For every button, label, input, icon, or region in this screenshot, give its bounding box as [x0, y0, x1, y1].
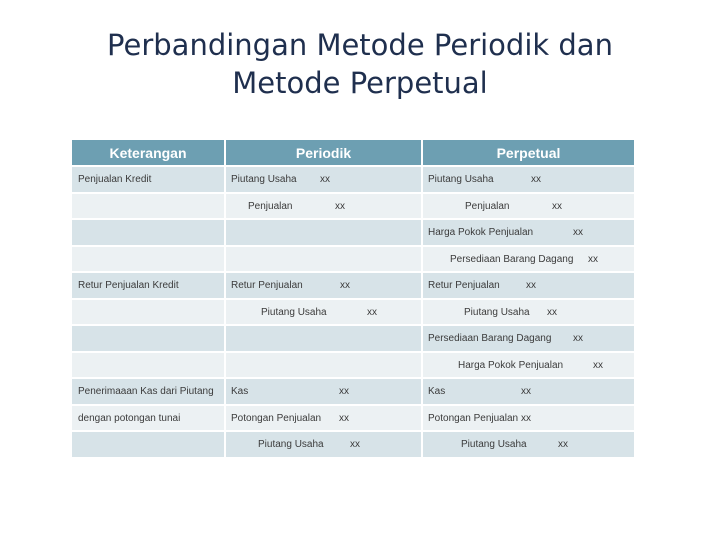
- periodik-account: Piutang Usaha: [258, 439, 324, 450]
- periodik-amount: xx: [340, 280, 350, 291]
- keterangan-text: Retur Penjualan Kredit: [78, 280, 179, 291]
- cell-keterangan: [72, 378, 225, 405]
- cell-keterangan: [72, 246, 225, 273]
- cell-perpetual: [422, 272, 634, 299]
- cell-perpetual: [422, 405, 634, 432]
- cell-periodik: [225, 193, 422, 220]
- perpetual-amount: xx: [573, 227, 583, 238]
- cell-keterangan: [72, 219, 225, 246]
- table-row: [72, 246, 634, 273]
- periodik-account: Piutang Usaha: [231, 174, 297, 185]
- perpetual-amount: xx: [531, 174, 541, 185]
- keterangan-text: Penjualan Kredit: [78, 174, 152, 185]
- cell-keterangan: [72, 431, 225, 457]
- slide-title: [0, 26, 720, 102]
- perpetual-amount: xx: [547, 306, 557, 318]
- header-keterangan: Keterangan: [72, 140, 225, 166]
- cell-periodik: [225, 352, 422, 379]
- cell-perpetual: [422, 378, 634, 405]
- table-row: [72, 272, 634, 299]
- cell-periodik: [225, 325, 422, 352]
- cell-periodik: [225, 246, 422, 273]
- cell-perpetual: [422, 246, 634, 273]
- periodik-account: Kas: [231, 386, 249, 397]
- cell-keterangan: [72, 166, 225, 193]
- table-header-row: [72, 140, 634, 166]
- perpetual-account: Harga Pokok Penjualan: [428, 227, 534, 238]
- comparison-table: [72, 140, 634, 457]
- perpetual-amount: xx: [573, 333, 583, 344]
- perpetual-amount: xx: [593, 359, 603, 371]
- title-line-2: Metode Perpetual: [232, 66, 488, 100]
- periodik-account: Penjualan: [248, 200, 293, 212]
- periodik-amount: xx: [335, 200, 345, 212]
- periodik-account: Potongan Penjualan: [231, 412, 322, 424]
- perpetual-amount: xx: [558, 439, 568, 450]
- perpetual-account: Potongan Penjualan: [428, 412, 519, 424]
- perpetual-account: Penjualan: [465, 200, 510, 212]
- perpetual-account: Piutang Usaha: [464, 306, 530, 318]
- cell-perpetual: [422, 431, 634, 457]
- periodik-amount: xx: [339, 386, 349, 397]
- cell-periodik: [225, 166, 422, 193]
- perpetual-account: Persediaan Barang Dagang: [450, 253, 574, 265]
- cell-keterangan: [72, 352, 225, 379]
- cell-periodik: [225, 272, 422, 299]
- cell-perpetual: [422, 352, 634, 379]
- keterangan-text: Penerimaaan Kas dari Piutang: [78, 386, 214, 397]
- cell-keterangan: [72, 272, 225, 299]
- cell-periodik: [225, 299, 422, 326]
- perpetual-amount: xx: [552, 200, 562, 212]
- cell-periodik: [225, 431, 422, 457]
- header-perpetual: Perpetual: [422, 140, 634, 166]
- perpetual-account: Kas: [428, 386, 446, 397]
- header-periodik: Periodik: [225, 140, 422, 166]
- table-row: [72, 219, 634, 246]
- perpetual-amount: xx: [588, 253, 598, 265]
- perpetual-account: Piutang Usaha: [461, 439, 527, 450]
- table-row: [72, 431, 634, 457]
- perpetual-account: Persediaan Barang Dagang: [428, 333, 552, 344]
- periodik-account: Retur Penjualan: [231, 280, 303, 291]
- cell-periodik: [225, 378, 422, 405]
- cell-periodik: [225, 405, 422, 432]
- table-row: [72, 378, 634, 405]
- perpetual-account: Piutang Usaha: [428, 174, 494, 185]
- table-row: [72, 166, 634, 193]
- periodik-amount: xx: [320, 174, 330, 185]
- title-line-1: Perbandingan Metode Periodik dan: [107, 28, 613, 62]
- cell-keterangan: [72, 405, 225, 432]
- periodik-account: Piutang Usaha: [261, 306, 327, 318]
- cell-perpetual: [422, 325, 634, 352]
- table-row: [72, 352, 634, 379]
- table-row: [72, 193, 634, 220]
- cell-keterangan: [72, 325, 225, 352]
- cell-keterangan: [72, 193, 225, 220]
- periodik-amount: xx: [339, 412, 349, 424]
- cell-perpetual: [422, 193, 634, 220]
- cell-perpetual: [422, 299, 634, 326]
- table-row: [72, 299, 634, 326]
- periodik-amount: xx: [350, 439, 360, 450]
- periodik-amount: xx: [367, 306, 377, 318]
- perpetual-amount: xx: [521, 412, 531, 424]
- keterangan-text: dengan potongan tunai: [78, 412, 181, 424]
- cell-perpetual: [422, 219, 634, 246]
- perpetual-account: Retur Penjualan: [428, 280, 500, 291]
- table-row: [72, 325, 634, 352]
- perpetual-account: Harga Pokok Penjualan: [458, 359, 564, 371]
- cell-keterangan: [72, 299, 225, 326]
- cell-periodik: [225, 219, 422, 246]
- perpetual-amount: xx: [521, 386, 531, 397]
- cell-perpetual: [422, 166, 634, 193]
- perpetual-amount: xx: [526, 280, 536, 291]
- table-row: [72, 405, 634, 432]
